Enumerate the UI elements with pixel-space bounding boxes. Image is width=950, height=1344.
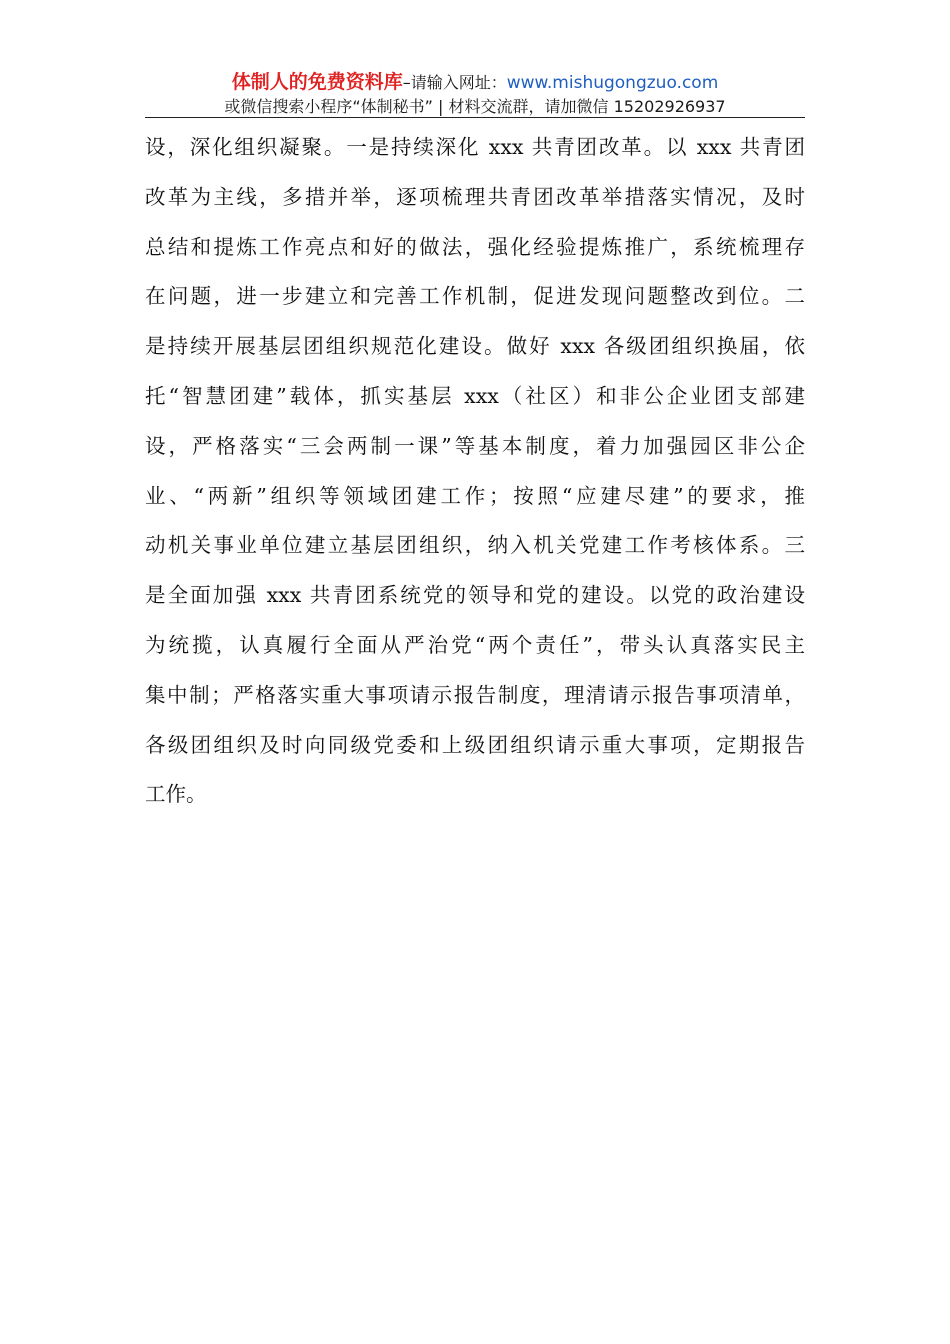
text-line: 托“智慧团建”载体，抓实基层 xxx（社区）和非公企业团支部建 xyxy=(145,383,805,408)
header-line-1 xyxy=(145,70,805,95)
text-line: 在问题，进一步建立和完善工作机制，促进发现问题整改到位。二 xyxy=(145,284,805,309)
text-line: 是全面加强 xxx 共青团系统党的领导和党的建设。以党的政治建设 xyxy=(145,583,805,608)
header-prompt: –请输入网址： xyxy=(402,73,507,92)
text-line: 业、“两新”组织等领域团建工作；按照“应建尽建”的要求，推 xyxy=(145,483,805,508)
header-divider xyxy=(145,117,805,118)
header-url-link[interactable]: www.mishugongzuo.com xyxy=(506,73,719,93)
header-line-2: 或微信搜索小程序“体制秘书” | 材料交流群，请加微信 15202926937 xyxy=(224,97,726,116)
text-line: 是持续开展基层团组织规范化建设。做好 xxx 各级团组织换届，依 xyxy=(145,334,805,359)
body-paragraph xyxy=(145,123,805,820)
text-line: 各级团组织及时向同级党委和上级团组织请示重大事项，定期报告 xyxy=(145,732,805,757)
text-line: 设，严格落实“三会两制一课”等基本制度，着力加强园区非公企 xyxy=(145,433,805,458)
text-line: 工作。 xyxy=(145,782,207,807)
text-line: 集中制；严格落实重大事项请示报告制度，理清请示报告事项清单， xyxy=(145,682,805,707)
text-line: 动机关事业单位建立基层团组织，纳入机关党建工作考核体系。三 xyxy=(145,533,805,558)
header-brand: 体制人的免费资料库 xyxy=(231,71,403,93)
page-header xyxy=(145,70,805,118)
text-line: 为统揽，认真履行全面从严治党“两个责任”，带头认真落实民主 xyxy=(145,632,805,657)
text-line: 改革为主线，多措并举，逐项梳理共青团改革举措落实情况，及时 xyxy=(145,184,805,209)
text-line: 总结和提炼工作亮点和好的做法，强化经验提炼推广，系统梳理存 xyxy=(145,234,805,259)
text-line: 设，深化组织凝聚。一是持续深化 xxx 共青团改革。以 xxx 共青团 xyxy=(145,135,805,159)
